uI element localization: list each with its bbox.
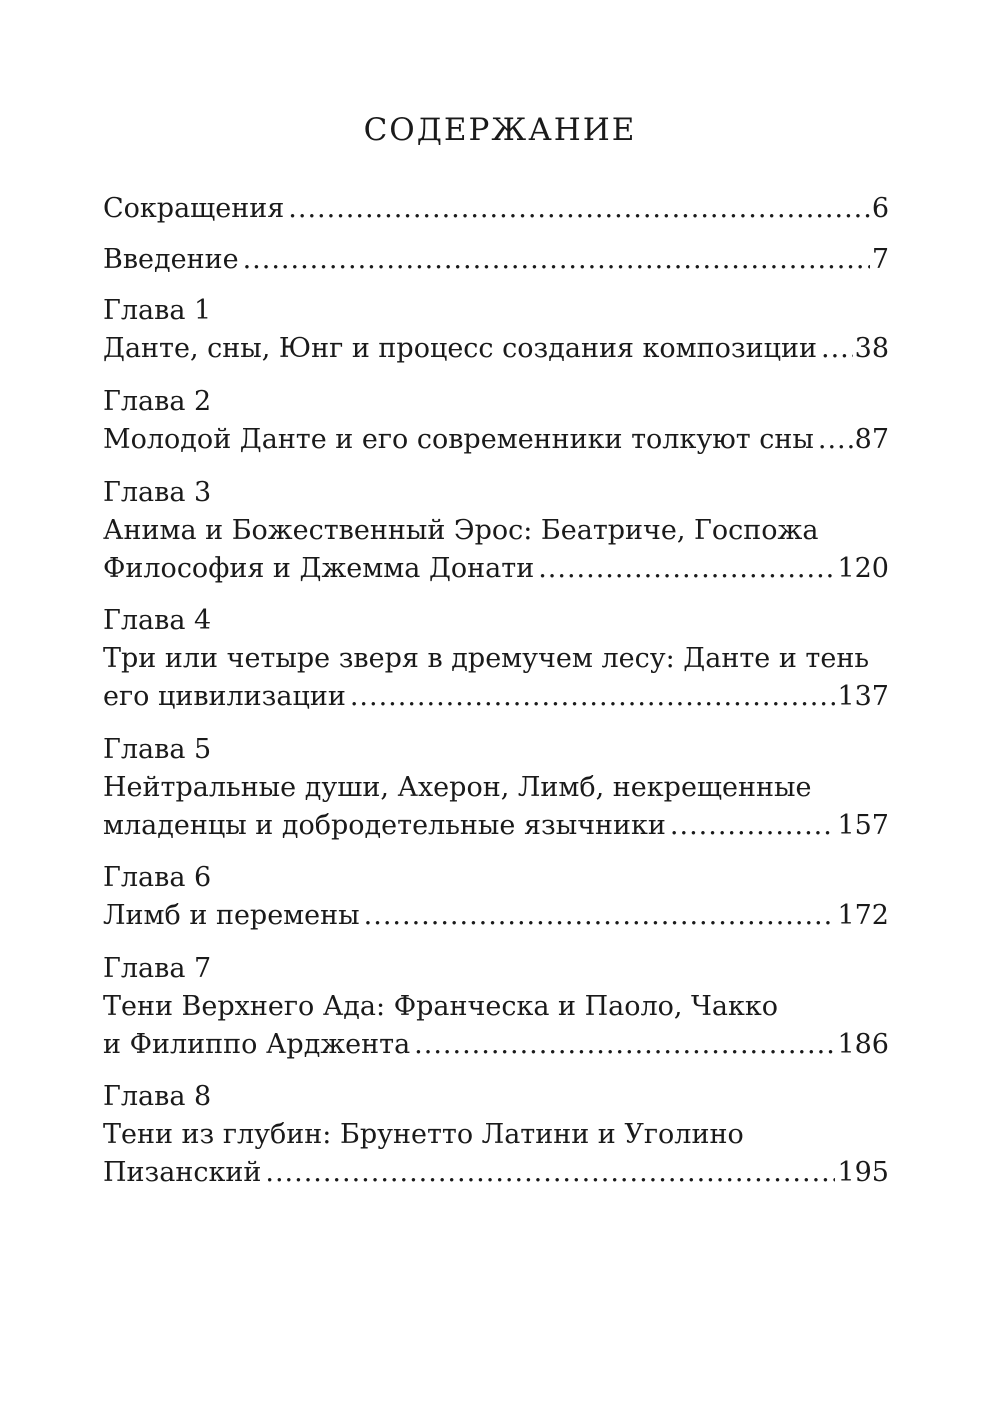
chapter-label: Глава 2 (103, 386, 212, 417)
entry-title: Лимб и перемены (103, 900, 360, 931)
toc-entry-abbreviations[interactable] (103, 190, 889, 228)
toc-entry-chapter-6[interactable] (103, 859, 889, 935)
entry-title-continued: его цивилизации (103, 681, 346, 712)
toc-entry-chapter-2[interactable] (103, 383, 889, 459)
dot-leader (350, 678, 836, 716)
toc-entry-chapter-1[interactable] (103, 292, 889, 368)
dot-leader (821, 330, 853, 368)
entry-title: Анима и Божественный Эрос: Беатриче, Госпожа (103, 515, 819, 546)
chapter-label: Глава 6 (103, 862, 212, 893)
entry-title: Молодой Данте и его современники толкуют сны (103, 424, 814, 455)
page-number: 6 (871, 193, 889, 224)
toc-entry-introduction[interactable] (103, 241, 889, 279)
page-title: СОДЕРЖАНИЕ (363, 112, 637, 148)
dot-leader (364, 897, 836, 935)
entry-title-continued: младенцы и добродетельные язычники (103, 810, 666, 841)
chapter-label: Глава 1 (103, 295, 212, 326)
dot-leader (243, 241, 870, 279)
toc-entry-chapter-5[interactable] (103, 731, 889, 845)
toc-entry-chapter-3[interactable] (103, 474, 889, 588)
dot-leader (538, 550, 835, 588)
chapter-label: Глава 4 (103, 605, 212, 636)
chapter-label: Глава 5 (103, 734, 212, 765)
page-number: 137 (837, 681, 889, 712)
page-number: 38 (854, 333, 889, 364)
toc-entry-chapter-4[interactable] (103, 602, 889, 716)
page-number: 157 (837, 810, 889, 841)
page-number: 7 (871, 244, 889, 275)
entry-title: Сокращения (103, 193, 285, 224)
toc-entry-chapter-8[interactable] (103, 1078, 889, 1192)
entry-title: Тени из глубин: Брунетто Латини и Уголино (103, 1119, 744, 1150)
chapter-label: Глава 7 (103, 953, 212, 984)
entry-title: Введение (103, 244, 239, 275)
entry-title-continued: Философия и Джемма Донати (103, 553, 535, 584)
chapter-label: Глава 3 (103, 477, 212, 508)
chapter-label: Глава 8 (103, 1081, 212, 1112)
dot-leader (414, 1026, 835, 1064)
entry-title: Данте, сны, Юнг и процесс создания композиции (103, 333, 818, 364)
toc-entry-chapter-7[interactable] (103, 950, 889, 1064)
page-number: 186 (837, 1029, 889, 1060)
entry-title: Три или четыре зверя в дремучем лесу: Данте и тень (103, 643, 870, 674)
page-number: 120 (837, 553, 889, 584)
page-number: 172 (837, 900, 889, 931)
entry-title-continued: и Филиппо Арджента (103, 1029, 411, 1060)
entry-title-continued: Пизанский (103, 1157, 262, 1188)
dot-leader (670, 807, 836, 845)
page-number: 195 (837, 1157, 889, 1188)
dot-leader (288, 190, 870, 228)
dot-leader (265, 1154, 835, 1192)
entry-title: Тени Верхнего Ада: Франческа и Паоло, Чакко (103, 991, 779, 1022)
entry-title: Нейтральные души, Ахерон, Лимб, некрещенные (103, 772, 812, 803)
dot-leader (818, 421, 853, 459)
page-number: 87 (854, 424, 889, 455)
